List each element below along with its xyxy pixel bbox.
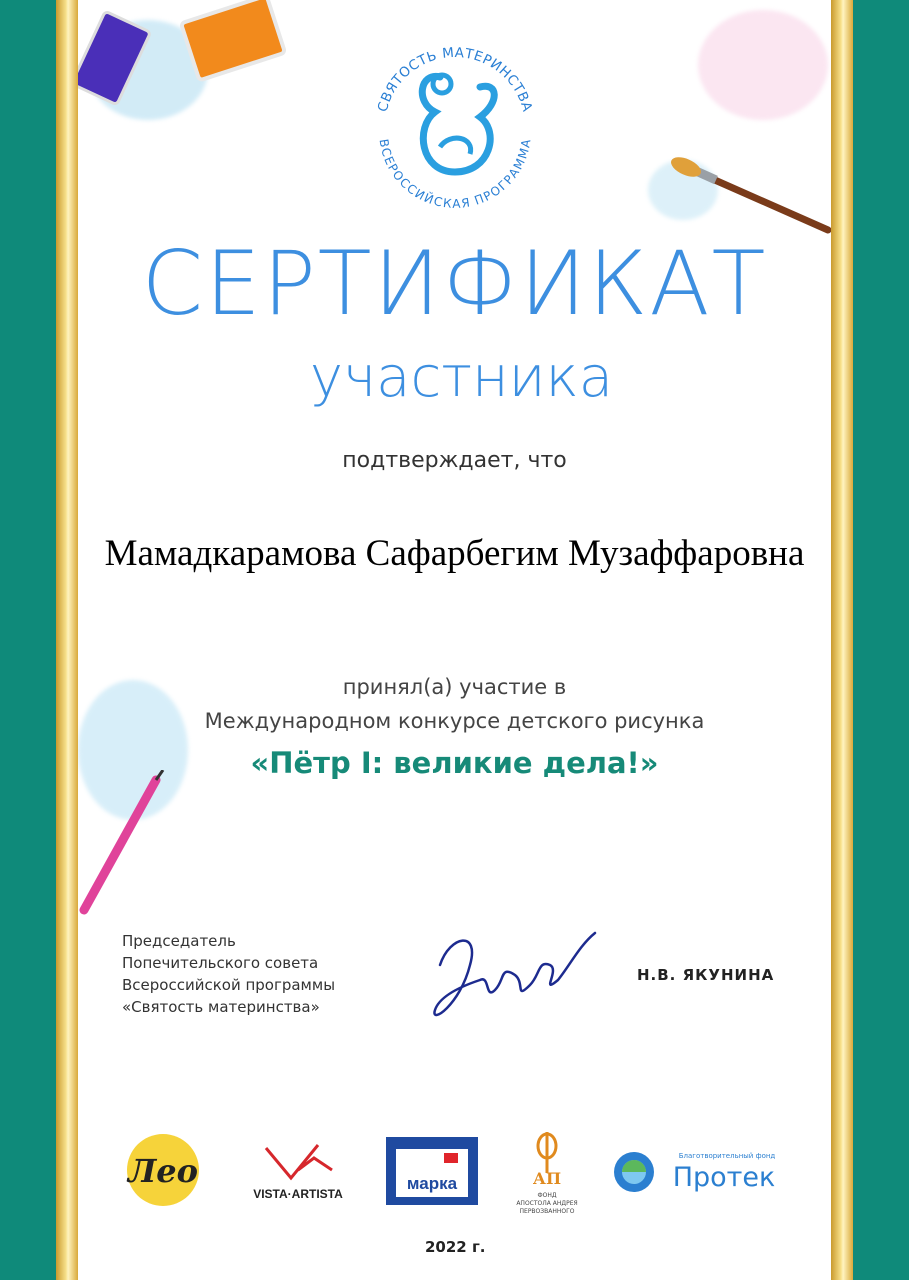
vista-artista-logo: [236, 1140, 361, 1210]
certificate-title: СЕРТИФИКАТ: [141, 232, 768, 335]
marka-logo-text: марка: [406, 1174, 458, 1193]
marka-logo: [386, 1137, 478, 1205]
signer-role-line: Председатель: [122, 932, 236, 950]
signer-role-line: Попечительского совета: [122, 954, 319, 972]
gold-border-left: [56, 0, 78, 1280]
intro-text: подтверждает, что: [342, 448, 567, 473]
leo-logo: [118, 1130, 208, 1210]
protek-small-text: Благотворительный фонд: [678, 1152, 776, 1160]
fap-caption-line: АПОСТОЛА АНДРЕЯ: [516, 1200, 578, 1207]
protek-logo: [612, 1145, 797, 1200]
participation-line-2: Международном конкурсе детского рисунка: [204, 709, 705, 733]
leo-logo-text: Лео: [128, 1152, 198, 1190]
fap-logo-letters: АП: [532, 1169, 562, 1188]
fap-caption-line: ФОНД: [537, 1192, 557, 1199]
recipient-name: Мамадкарамова Сафарбегим Музаффаровна: [104, 533, 805, 574]
logo-ring-bottom-text: ВСЕРОССИЙСКАЯ ПРОГРАММА: [376, 138, 534, 211]
paint-palette-icon: [78, 0, 298, 130]
marker-icon: [78, 770, 168, 920]
signer-role-line: «Святость материнства»: [122, 998, 320, 1016]
watercolor-splash: [698, 10, 828, 120]
fap-logo: [510, 1128, 585, 1223]
svg-text:СВЯТОСТЬ МАТЕРИНСТВА: [375, 45, 536, 114]
program-logo: [360, 32, 550, 217]
signer-role-line: Всероссийской программы: [122, 976, 336, 994]
year-text: 2022 г.: [425, 1238, 486, 1256]
fap-caption-line: ПЕРВОЗВАННОГО: [519, 1208, 575, 1215]
protek-text: Протек: [672, 1162, 776, 1193]
handwritten-signature: [420, 925, 600, 1035]
contest-name: «Пётр I: великие дела!»: [250, 746, 659, 780]
gold-border-right: [831, 0, 853, 1280]
certificate-subtitle: участника: [309, 345, 614, 410]
logo-ring-top-text: СВЯТОСТЬ МАТЕРИНСТВА: [374, 44, 536, 114]
signer-name: Н.В. ЯКУНИНА: [637, 966, 775, 984]
vista-artista-text: VISTA·ARTISTA: [253, 1187, 343, 1201]
participation-line-1: принял(а) участие в: [342, 675, 567, 699]
signer-role: [122, 930, 402, 1018]
